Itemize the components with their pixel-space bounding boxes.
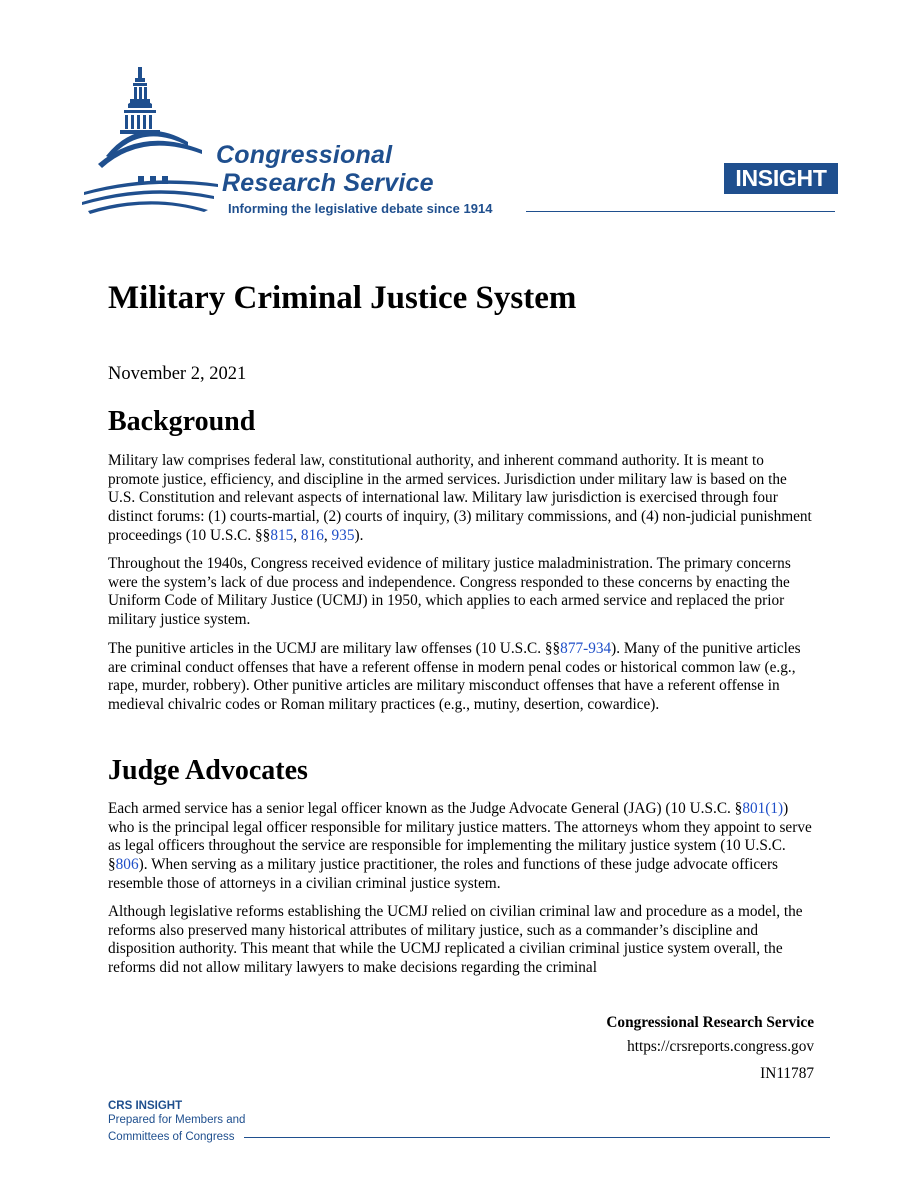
citation-link[interactable]: 935 xyxy=(331,526,355,544)
paragraph-text: Throughout the 1940s, Congress received evidence of military justice maladministration. The primary concerns were the system’s lack of due process and independence. Congress responded to these concerns by enacting the Uniform Code of Military Justice (UCMJ) in 1950, which applies to each armed service and replaced the prior military justice system. xyxy=(108,555,791,629)
citation-link[interactable]: 877-934 xyxy=(560,640,612,657)
org-name-line2: Research Service xyxy=(222,169,434,197)
publication-date: November 2, 2021 xyxy=(108,364,247,384)
paragraph-text: ). xyxy=(354,526,364,544)
footer-rule xyxy=(244,1137,830,1138)
citation-link[interactable]: 801(1) xyxy=(742,800,784,817)
paragraph xyxy=(108,452,814,546)
org-tagline: Informing the legislative debate since 1914 xyxy=(228,201,493,216)
citation-link[interactable]: 806 xyxy=(115,856,139,874)
paragraph xyxy=(108,800,814,894)
paragraph-text: ). Many of the punitive articles are criminal conduct offenses that have a referent offense in modern penal codes or historical common law (e.g., rape, murder, robbery). Other punitive articles are military misconduct offenses that have a referent offense in medieval chivalric codes or Roman military practices (e.g., mutiny, desertion, cowardice). xyxy=(108,640,801,714)
insight-badge: INSIGHT xyxy=(724,163,838,194)
paragraph-text: Each armed service has a senior legal officer known as the Judge Advocate General (JAG) (10 U.S.C. § xyxy=(108,800,743,817)
citation-link[interactable]: 815 xyxy=(270,526,294,544)
tagline-rule xyxy=(526,211,835,212)
paragraph-text: Military law comprises federal law, constitutional authority, and inherent command authority. It is meant to promote justice, efficiency, and discipline in the armed services. Jurisdiction under military law is based on the U.S. Constitution and relevant aspects of international law. Military law jurisdiction is exercised through four distinct forums: (1) courts-martial, (2) courts of inquiry, (3) military commissions, and (4) non-judicial punishment proceedings (10 U.S.C. §§ xyxy=(108,452,812,544)
paragraph xyxy=(108,640,814,715)
paragraph xyxy=(108,903,814,978)
footer-org-name: Congressional Research Service xyxy=(606,1014,814,1031)
paragraph xyxy=(108,555,814,630)
footer-prepared-for: Prepared for Members and xyxy=(108,1114,246,1126)
footer-crs-insight-label: CRS INSIGHT xyxy=(108,1100,183,1112)
citation-link[interactable]: 816 xyxy=(300,526,324,544)
footer-report-id: IN11787 xyxy=(760,1065,814,1082)
section-heading-background: Background xyxy=(108,406,256,437)
paragraph-text: The punitive articles in the UCMJ are military law offenses (10 U.S.C. §§ xyxy=(108,640,561,657)
footer-committees: Committees of Congress xyxy=(108,1131,235,1143)
paragraph-text: ) who is the principal legal officer responsible for military justice matters. The attorneys whom they appoint to serve as legal officers throughout the service are responsible for implementing the military justice system (10 U.S.C. § xyxy=(108,800,812,874)
footer-url: https://crsreports.congress.gov xyxy=(627,1038,814,1055)
page-title: Military Criminal Justice System xyxy=(108,280,577,316)
paragraph-text: Although legislative reforms establishing the UCMJ relied on civilian criminal law and procedure as a model, the reforms also preserved many historical attributes of military justice, such as a commander’s discipline and disposition authority. This meant that while the UCMJ replicated a civilian criminal justice system overall, the reforms did not allow military lawyers to make decisions regarding the criminal xyxy=(108,903,803,977)
capitol-dome-icon xyxy=(78,64,218,214)
section-heading-judge-advocates: Judge Advocates xyxy=(108,755,308,786)
paragraph-text: ). When serving as a military justice practitioner, the roles and functions of these judge advocate officers resemble those of attorneys in a civilian criminal justice system. xyxy=(108,856,778,892)
paragraph-text: , xyxy=(293,526,301,544)
paragraph-text: , xyxy=(323,526,332,544)
org-name-line1: Congressional xyxy=(216,141,393,169)
